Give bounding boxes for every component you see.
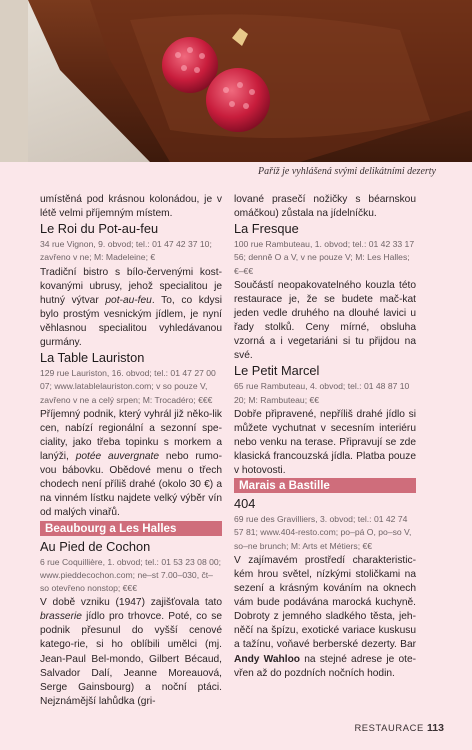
page-number: 113 (427, 722, 444, 734)
restaurant-entry (40, 221, 222, 350)
right-column (234, 193, 416, 681)
restaurant-address: 100 rue Rambuteau, 1. obvod; tel.: 01 42 33 17 56; denně O a V, v ne pouze V; M: Les Halles; €–€€ (234, 239, 415, 276)
dessert-photo (0, 0, 472, 162)
restaurant-entry (234, 496, 416, 680)
photo-caption: Paříž je vyhlášená svými delikátními dezerty (257, 166, 436, 177)
restaurant-description: Tradiční bistro s bílo-červenými kost-kovanými ubrusy, jehož specialitou je hutný výtvar pot-au-feu. To, co kdysi bylo prostým vesnickým jídlem, je nyní věhlasnou specialitou vyhledávanou gurmány. (40, 266, 222, 349)
left-column (40, 193, 222, 709)
restaurant-name: La Fresque (234, 221, 299, 237)
restaurant-description: Příjemný podnik, který vyhrál již něko-lik cen, nabízí regionální a sezonní spe-ciality, jako třeba topinku s morkem a lanýži, potée auvergnate nebo rumo-vou bábovku. Obědové menu o třech chodech není příliš drahé (okolo 30 €) a na vinném lístku najdete velký výběr vín od malých vinařů. (40, 408, 222, 519)
restaurant-address: 69 rue des Gravilliers, 3. obvod; tel.: 01 42 74 57 81; www.404-resto.com; po–pá O, po–so V, so–ne brunch; M: Arts et Métiers; €€ (234, 514, 412, 551)
footer-section-label: RESTAURACE (354, 722, 424, 733)
restaurant-address: 65 rue Rambuteau, 4. obvod; tel.: 01 48 87 10 20; M: Rambuteau; €€ (234, 381, 410, 405)
continued-text: umístěná pod krásnou kolonádou, je v létě velmi příjemným místem. (40, 194, 222, 220)
restaurant-address: 34 rue Vignon, 9. obvod; tel.: 01 47 42 37 10; zavřeno v ne; M: Madeleine; € (40, 239, 212, 263)
restaurant-name: Le Petit Marcel (234, 363, 320, 379)
restaurant-entry (40, 539, 222, 709)
restaurant-address: 129 rue Lauriston, 16. obvod; tel.: 01 47 27 00 07; www.latablelauriston.com; v so pouze V, zavřeno v ne a celý srpen; M: Trocadéro; €€€ (40, 368, 216, 405)
section-heading: Beaubourg a Les Halles (40, 521, 222, 536)
restaurant-description: V zajímavém prostředí charakteristic-kém hrou světel, nízkými stoličkami na sezení a krásným kováním na oknech vám bude podávána marocká kuchyně. Dobroty z jemného sladkého těsta, jeh-něčí na špízu, exotické variace kuskusu a tažínu, voňavé berberské dezerty. Bar Andy Wahloo na stejné adrese je ote-vřen až do pozdních nočních hodin. (234, 554, 417, 679)
restaurant-description: Dobře připravené, nepříliš drahé jídlo si můžete vychutnat v secesním interiéru nebo venku na terase. Připravují se zde klasická francouzská jídla. Platba pouze v hotovosti. (234, 408, 416, 477)
restaurant-name: 404 (234, 496, 256, 512)
restaurant-entry (234, 363, 416, 478)
continued-text: lované prasečí nožičky s béarnskou omáčkou) zůstala na jídelníčku. (234, 194, 416, 220)
restaurant-entry (234, 221, 416, 363)
restaurant-address: 6 rue Coquillière, 1. obvod; tel.: 01 53 23 08 00; www.pieddecochon.com; ne–st 7.00–030, čt–so otevřeno nonstop; €€€ (40, 556, 222, 593)
restaurant-entry (40, 350, 222, 520)
restaurant-description: V době vzniku (1947) zajišťovala tato brasserie jídlo pro trhovce. Poté, co se podnik přesunul do vyšší cenové katego-rie, si ho oblíbili umělci (mj. Jean-Paul Bel-mondo, Gilbert Bécaud, Salvador Dalí, Jeanne Moreauová, Serge Gainsbourg) a noční ptáci. Nejznámější lahůdka (gri- (40, 597, 222, 707)
restaurant-name: Au Pied de Cochon (40, 538, 151, 554)
section-heading: Marais a Bastille (234, 478, 416, 493)
raspberry-tart-illustration (0, 0, 472, 162)
restaurant-name: Le Roi du Pot-au-feu (40, 221, 159, 237)
restaurant-description: Součástí neopakovatelného kouzla této restaurace je, že se budete mač-kat jeden vedle druhého na dlouhé lavici u řady stolků. Ceny mírné, obsluha vzorná a i vegetariáni si tu přijdou na své. (234, 279, 416, 362)
restaurant-name: La Table Lauriston (40, 350, 145, 366)
page-footer (354, 722, 444, 734)
